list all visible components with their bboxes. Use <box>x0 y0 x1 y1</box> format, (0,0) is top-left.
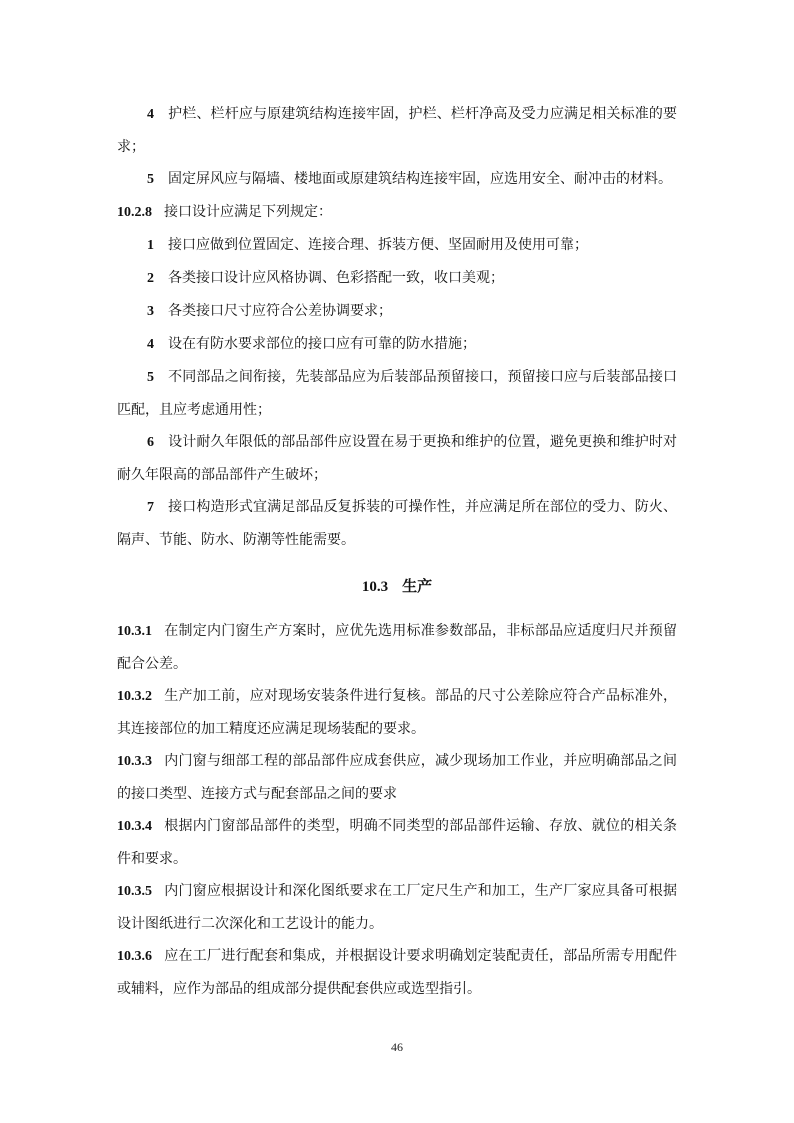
list-item <box>117 163 677 196</box>
clause-10-3-5 <box>117 875 677 940</box>
list-item <box>117 295 677 328</box>
clause-number: 10.3.6 <box>117 949 152 964</box>
item-text: 接口构造形式宜满足部品反复拆装的可操作性，并应满足所在部位的受力、防火、隔声、节能、防水、防潮等性能需要。 <box>117 499 677 548</box>
item-text: 设计耐久年限低的部品部件应设置在易于更换和维护的位置，避免更换和维护时对耐久年限高的部品部件产生破坏； <box>117 434 677 483</box>
clause-number: 10.3.2 <box>117 689 152 704</box>
item-number: 4 <box>147 337 154 352</box>
clause-text: 内门窗与细部工程的部品部件应成套供应，减少现场加工作业，并应明确部品之间的接口类型、连接方式与配套部品之间的要求 <box>117 753 677 802</box>
item-number: 1 <box>147 238 154 253</box>
section-number: 10.3 <box>361 579 389 595</box>
item-number: 7 <box>147 500 154 515</box>
clause-10-3-4 <box>117 810 677 875</box>
section-title: 生产 <box>402 577 433 595</box>
item-text: 设在有防水要求部位的接口应有可靠的防水措施； <box>168 336 476 352</box>
clause-10-3-2 <box>117 680 677 745</box>
list-item <box>117 98 677 163</box>
document-body <box>117 98 677 1005</box>
item-text: 不同部品之间衔接，先装部品应为后装部品预留接口，预留接口应与后装部品接口匹配，且应考虑通用性； <box>117 369 677 418</box>
clause-number: 10.3.5 <box>117 884 152 899</box>
clause-10-2-8 <box>117 196 677 229</box>
list-item <box>117 262 677 295</box>
list-item <box>117 491 677 556</box>
clause-10-3-6 <box>117 940 677 1005</box>
clause-text: 在制定内门窗生产方案时，应优先选用标准参数部品，非标部品应适度归尺并预留配合公差。 <box>117 623 677 672</box>
page-number: 46 <box>391 1040 403 1054</box>
clause-text: 生产加工前，应对现场安装条件进行复核。部品的尺寸公差除应符合产品标准外，其连接部位的加工精度还应满足现场装配的要求。 <box>117 688 677 737</box>
clause-text: 接口设计应满足下列规定： <box>164 204 332 220</box>
item-text: 固定屏风应与隔墙、楼地面或原建筑结构连接牢固，应选用安全、耐冲击的材料。 <box>168 171 672 187</box>
list-item <box>117 426 677 491</box>
clause-number: 10.3.1 <box>117 624 152 639</box>
item-text: 各类接口尺寸应符合公差协调要求； <box>168 303 392 319</box>
clause-text: 根据内门窗部品部件的类型，明确不同类型的部品部件运输、存放、就位的相关条件和要求。 <box>117 818 677 867</box>
item-number: 2 <box>147 271 154 286</box>
item-number: 5 <box>147 172 154 187</box>
clause-text: 应在工厂进行配套和集成，并根据设计要求明确划定装配责任，部品所需专用配件或辅料，应作为部品的组成部分提供配套供应或选型指引。 <box>117 948 677 997</box>
list-item <box>117 361 677 426</box>
list-item <box>117 229 677 262</box>
item-number: 4 <box>147 107 154 122</box>
section-heading <box>117 574 677 599</box>
list-item <box>117 328 677 361</box>
clause-number: 10.2.8 <box>117 205 152 220</box>
item-text: 接口应做到位置固定、连接合理、拆装方便、坚固耐用及使用可靠； <box>168 237 588 253</box>
clause-number: 10.3.3 <box>117 754 152 769</box>
clause-text: 内门窗应根据设计和深化图纸要求在工厂定尺生产和加工，生产厂家应具备可根据设计图纸进行二次深化和工艺设计的能力。 <box>117 883 677 932</box>
item-text: 护栏、栏杆应与原建筑结构连接牢固，护栏、栏杆净高及受力应满足相关标准的要求； <box>117 106 677 155</box>
item-number: 5 <box>147 370 154 385</box>
item-text: 各类接口设计应风格协调、色彩搭配一致，收口美观； <box>168 270 504 286</box>
clause-10-3-3 <box>117 745 677 810</box>
item-number: 6 <box>147 435 154 450</box>
clause-10-3-1 <box>117 615 677 680</box>
clause-number: 10.3.4 <box>117 819 152 834</box>
item-number: 3 <box>147 304 154 319</box>
